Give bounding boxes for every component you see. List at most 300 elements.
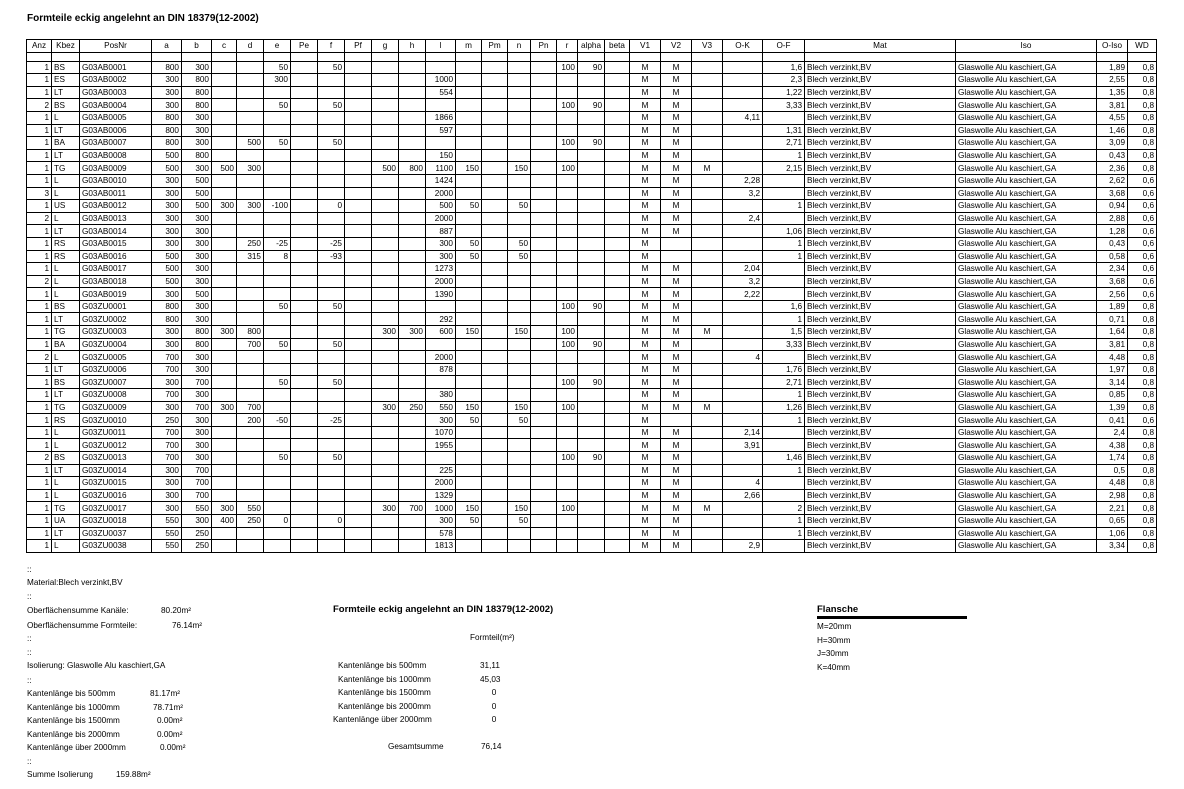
table-cell	[482, 326, 508, 339]
table-cell	[237, 111, 264, 124]
table-cell	[456, 86, 482, 99]
column-header: beta	[605, 40, 630, 53]
table-cell	[508, 300, 531, 313]
table-cell	[291, 174, 318, 187]
table-cell	[212, 124, 237, 137]
table-cell: 300	[182, 313, 212, 326]
table-cell: L	[52, 187, 80, 200]
table-cell: 0,8	[1128, 149, 1157, 162]
table-cell	[237, 288, 264, 301]
table-cell: BS	[52, 452, 80, 465]
table-cell: Blech verzinkt,BV	[805, 212, 956, 225]
table-cell: 0,8	[1128, 74, 1157, 87]
table-cell	[482, 540, 508, 553]
table-cell	[345, 275, 372, 288]
column-header: alpha	[578, 40, 605, 53]
table-cell: 0,8	[1128, 502, 1157, 515]
table-cell: M	[661, 300, 692, 313]
table-cell	[723, 502, 763, 515]
table-cell: 200	[237, 414, 264, 427]
table-cell	[345, 124, 372, 137]
table-cell: M	[661, 162, 692, 175]
table-cell: Blech verzinkt,BV	[805, 363, 956, 376]
table-cell: 550	[152, 527, 182, 540]
column-header: PosNr	[80, 40, 152, 53]
table-cell	[264, 225, 291, 238]
table-cell: 0,5	[1097, 464, 1128, 477]
table-cell	[531, 275, 557, 288]
table-cell: 4	[723, 477, 763, 490]
table-cell: Glaswolle Alu kaschiert,GA	[956, 200, 1097, 213]
table-cell: M	[661, 225, 692, 238]
table-cell: 1,28	[1097, 225, 1128, 238]
table-row	[27, 426, 1157, 439]
table-cell	[318, 275, 345, 288]
table-cell: Glaswolle Alu kaschiert,GA	[956, 540, 1097, 553]
table-cell	[237, 376, 264, 389]
table-cell: G03ZU0018	[80, 514, 152, 527]
table-cell: 0,43	[1097, 149, 1128, 162]
table-cell: 800	[152, 124, 182, 137]
table-cell: 0,8	[1128, 111, 1157, 124]
table-cell	[557, 212, 578, 225]
table-row	[27, 363, 1157, 376]
table-cell	[508, 527, 531, 540]
table-cell	[399, 250, 426, 263]
table-cell: 500	[372, 162, 399, 175]
table-cell	[605, 514, 630, 527]
table-cell	[456, 540, 482, 553]
table-cell	[237, 212, 264, 225]
table-cell	[578, 149, 605, 162]
table-cell	[692, 351, 723, 364]
table-cell	[692, 250, 723, 263]
table-cell	[456, 389, 482, 402]
table-cell	[264, 162, 291, 175]
table-cell: 300	[152, 187, 182, 200]
table-cell: 50	[264, 137, 291, 150]
kante-2000-label: Kantenlänge bis 2000mm	[27, 730, 120, 739]
table-cell	[399, 439, 426, 452]
table-cell	[426, 300, 456, 313]
table-cell	[237, 300, 264, 313]
table-cell: 250	[237, 514, 264, 527]
table-cell: 0	[264, 514, 291, 527]
table-cell: 50	[318, 61, 345, 74]
table-cell: 300	[152, 502, 182, 515]
separator: ::	[27, 648, 32, 657]
table-cell	[723, 225, 763, 238]
table-cell: 0,6	[1128, 237, 1157, 250]
table-cell: 1	[27, 489, 52, 502]
table-cell	[372, 174, 399, 187]
table-cell: 2,56	[1097, 288, 1128, 301]
table-cell: BS	[52, 61, 80, 74]
table-cell	[212, 137, 237, 150]
table-cell	[723, 124, 763, 137]
table-cell	[345, 162, 372, 175]
table-cell: 90	[578, 452, 605, 465]
table-cell	[291, 426, 318, 439]
table-cell	[557, 225, 578, 238]
ofl-formteile-value: 76.14m²	[172, 621, 203, 630]
table-cell: 150	[508, 502, 531, 515]
table-cell	[482, 74, 508, 87]
table-cell: 2	[27, 452, 52, 465]
table-cell: Blech verzinkt,BV	[805, 313, 956, 326]
table-cell: M	[630, 426, 661, 439]
table-cell	[531, 200, 557, 213]
table-cell	[723, 99, 763, 112]
table-cell	[264, 86, 291, 99]
table-cell	[723, 313, 763, 326]
table-cell: 100	[557, 61, 578, 74]
table-cell	[578, 275, 605, 288]
table-cell: 2	[27, 212, 52, 225]
table-cell: Glaswolle Alu kaschiert,GA	[956, 464, 1097, 477]
table-cell: 300	[212, 502, 237, 515]
table-cell	[345, 250, 372, 263]
table-cell	[531, 326, 557, 339]
table-cell: LT	[52, 363, 80, 376]
table-cell: 887	[426, 225, 456, 238]
table-cell: -50	[264, 414, 291, 427]
table-cell: M	[630, 414, 661, 427]
table-cell: BS	[52, 376, 80, 389]
table-cell	[578, 477, 605, 490]
table-cell	[237, 351, 264, 364]
table-cell	[482, 187, 508, 200]
table-cell	[399, 237, 426, 250]
table-cell	[372, 225, 399, 238]
table-cell: M	[661, 376, 692, 389]
table-cell	[237, 426, 264, 439]
table-cell: 1	[27, 376, 52, 389]
table-cell	[372, 452, 399, 465]
table-cell	[482, 439, 508, 452]
table-cell	[578, 514, 605, 527]
table-cell	[291, 527, 318, 540]
table-cell: G03ZU0008	[80, 389, 152, 402]
table-cell: L	[52, 111, 80, 124]
table-cell	[318, 401, 345, 414]
table-cell: 4,11	[723, 111, 763, 124]
table-cell	[264, 426, 291, 439]
table-cell	[456, 174, 482, 187]
table-cell	[692, 426, 723, 439]
table-cell	[723, 250, 763, 263]
table-cell: 300	[426, 414, 456, 427]
kante-ueber-2000-label: Kantenlänge über 2000mm	[27, 743, 126, 752]
table-cell	[723, 74, 763, 87]
table-cell	[291, 489, 318, 502]
table-cell	[318, 326, 345, 339]
table-cell: Glaswolle Alu kaschiert,GA	[956, 502, 1097, 515]
table-cell: 1	[27, 225, 52, 238]
table-cell	[372, 61, 399, 74]
table-cell: 0,43	[1097, 237, 1128, 250]
table-cell: Glaswolle Alu kaschiert,GA	[956, 376, 1097, 389]
column-header: Pm	[482, 40, 508, 53]
table-cell: L	[52, 275, 80, 288]
table-cell: Blech verzinkt,BV	[805, 61, 956, 74]
table-cell	[399, 351, 426, 364]
table-cell: 300	[182, 237, 212, 250]
table-cell	[531, 149, 557, 162]
table-cell: M	[630, 464, 661, 477]
table-cell: 3,34	[1097, 540, 1128, 553]
table-cell: L	[52, 263, 80, 276]
table-cell	[578, 414, 605, 427]
table-cell	[456, 124, 482, 137]
table-cell: M	[630, 137, 661, 150]
table-cell: Glaswolle Alu kaschiert,GA	[956, 300, 1097, 313]
table-cell: 4,38	[1097, 439, 1128, 452]
table-cell: 100	[557, 376, 578, 389]
column-header: O-Iso	[1097, 40, 1128, 53]
table-cell: M	[630, 452, 661, 465]
table-cell: 800	[182, 99, 212, 112]
table-cell: US	[52, 200, 80, 213]
table-cell: G03AB0012	[80, 200, 152, 213]
table-cell: 3,33	[763, 338, 805, 351]
column-header: Kbez	[52, 40, 80, 53]
table-cell: Blech verzinkt,BV	[805, 149, 956, 162]
table-cell	[291, 250, 318, 263]
table-cell	[723, 86, 763, 99]
table-cell	[508, 288, 531, 301]
table-cell	[372, 477, 399, 490]
table-cell	[508, 540, 531, 553]
table-cell: M	[692, 326, 723, 339]
table-cell: 150	[508, 162, 531, 175]
table-cell	[605, 477, 630, 490]
gesamtsumme-label: Gesamtsumme	[388, 742, 444, 751]
summe-isolierung-label: Summe Isolierung	[27, 770, 93, 779]
table-cell: Glaswolle Alu kaschiert,GA	[956, 489, 1097, 502]
table-cell	[345, 99, 372, 112]
table-cell	[372, 124, 399, 137]
table-cell	[264, 489, 291, 502]
column-header: V1	[630, 40, 661, 53]
table-cell	[264, 275, 291, 288]
table-cell	[482, 414, 508, 427]
table-cell: 2,71	[763, 137, 805, 150]
table-cell: Blech verzinkt,BV	[805, 124, 956, 137]
table-cell	[291, 111, 318, 124]
table-cell: Glaswolle Alu kaschiert,GA	[956, 86, 1097, 99]
table-cell	[212, 174, 237, 187]
table-cell	[318, 477, 345, 490]
table-cell	[508, 225, 531, 238]
table-cell	[605, 338, 630, 351]
table-cell	[291, 200, 318, 213]
table-cell: M	[630, 439, 661, 452]
table-cell: Blech verzinkt,BV	[805, 263, 956, 276]
table-row	[27, 527, 1157, 540]
table-cell: 2000	[426, 477, 456, 490]
table-cell	[692, 288, 723, 301]
table-cell	[456, 477, 482, 490]
table-cell: 300	[182, 439, 212, 452]
table-cell: 0,85	[1097, 389, 1128, 402]
table-cell	[212, 464, 237, 477]
table-cell: BA	[52, 137, 80, 150]
table-cell	[345, 527, 372, 540]
table-cell	[399, 300, 426, 313]
table-cell: 2,28	[723, 174, 763, 187]
table-cell	[237, 489, 264, 502]
table-cell	[291, 74, 318, 87]
table-cell	[692, 439, 723, 452]
table-cell: 2,9	[723, 540, 763, 553]
table-cell: TG	[52, 401, 80, 414]
flansche-title: Flansche	[817, 604, 859, 615]
table-cell	[578, 187, 605, 200]
table-cell	[557, 149, 578, 162]
table-cell: 1	[27, 124, 52, 137]
table-cell	[692, 61, 723, 74]
table-cell	[372, 464, 399, 477]
table-cell: Glaswolle Alu kaschiert,GA	[956, 250, 1097, 263]
flansche-item: M=20mm	[817, 622, 852, 631]
table-cell	[318, 464, 345, 477]
table-cell	[508, 212, 531, 225]
table-cell	[456, 61, 482, 74]
column-header: f	[318, 40, 345, 53]
table-cell: 0	[318, 200, 345, 213]
table-cell	[557, 74, 578, 87]
kante-1500-label: Kantenlänge bis 1500mm	[27, 716, 120, 725]
table-cell: 800	[237, 326, 264, 339]
table-cell	[318, 74, 345, 87]
table-cell	[723, 376, 763, 389]
table-cell	[212, 313, 237, 326]
table-cell	[372, 376, 399, 389]
table-cell	[531, 401, 557, 414]
table-cell: 1	[27, 477, 52, 490]
table-cell: 300	[426, 514, 456, 527]
table-cell: M	[661, 502, 692, 515]
table-cell: 100	[557, 502, 578, 515]
table-cell	[508, 351, 531, 364]
table-cell	[763, 187, 805, 200]
table-cell	[237, 187, 264, 200]
table-cell: G03AB0007	[80, 137, 152, 150]
table-cell	[264, 401, 291, 414]
table-cell: G03ZU0010	[80, 414, 152, 427]
table-cell	[426, 99, 456, 112]
table-cell	[531, 187, 557, 200]
table-cell: Glaswolle Alu kaschiert,GA	[956, 149, 1097, 162]
separator: ::	[27, 634, 32, 643]
table-cell: 1	[27, 86, 52, 99]
table-cell	[345, 212, 372, 225]
table-cell: 0,6	[1128, 414, 1157, 427]
table-cell	[531, 74, 557, 87]
table-cell	[605, 174, 630, 187]
table-row	[27, 275, 1157, 288]
table-cell: 1	[763, 237, 805, 250]
table-cell	[605, 313, 630, 326]
table-cell	[291, 61, 318, 74]
table-cell	[531, 124, 557, 137]
table-cell	[482, 111, 508, 124]
table-cell	[482, 376, 508, 389]
table-cell: 50	[264, 61, 291, 74]
table-cell: TG	[52, 326, 80, 339]
table-cell: BS	[52, 99, 80, 112]
table-cell	[426, 376, 456, 389]
table-cell	[212, 426, 237, 439]
table-cell: G03ZU0037	[80, 527, 152, 540]
table-cell	[482, 149, 508, 162]
table-cell	[557, 414, 578, 427]
table-cell	[318, 313, 345, 326]
table-cell	[237, 149, 264, 162]
table-cell: 700	[182, 401, 212, 414]
table-cell	[557, 477, 578, 490]
table-cell	[723, 162, 763, 175]
table-cell	[531, 338, 557, 351]
table-cell	[237, 225, 264, 238]
table-cell: 0,8	[1128, 439, 1157, 452]
table-cell	[345, 351, 372, 364]
table-cell: TG	[52, 162, 80, 175]
table-cell	[578, 174, 605, 187]
table-cell: 300	[182, 124, 212, 137]
table-cell	[605, 401, 630, 414]
table-cell	[372, 300, 399, 313]
table-cell: G03AB0001	[80, 61, 152, 74]
table-cell: G03AB0008	[80, 149, 152, 162]
table-cell: 550	[152, 540, 182, 553]
table-cell: M	[630, 149, 661, 162]
table-cell: RS	[52, 414, 80, 427]
table-cell	[531, 86, 557, 99]
isolierung-label: Isolierung: Glaswolle Alu kaschiert,GA	[27, 661, 166, 670]
table-cell: Glaswolle Alu kaschiert,GA	[956, 174, 1097, 187]
table-cell: 1070	[426, 426, 456, 439]
table-cell: Glaswolle Alu kaschiert,GA	[956, 225, 1097, 238]
table-cell: 50	[264, 452, 291, 465]
table-cell: 1273	[426, 263, 456, 276]
table-cell: 100	[557, 452, 578, 465]
table-cell	[456, 149, 482, 162]
table-cell: 1,35	[1097, 86, 1128, 99]
table-cell	[399, 540, 426, 553]
table-cell	[557, 351, 578, 364]
table-cell	[291, 439, 318, 452]
table-cell	[578, 351, 605, 364]
table-cell: M	[661, 426, 692, 439]
table-cell: Blech verzinkt,BV	[805, 200, 956, 213]
table-cell: 0,6	[1128, 225, 1157, 238]
table-cell: 300	[426, 250, 456, 263]
table-cell: 50	[508, 250, 531, 263]
table-cell	[763, 288, 805, 301]
table-cell	[723, 414, 763, 427]
table-cell	[399, 86, 426, 99]
table-cell: 1	[27, 288, 52, 301]
table-cell	[212, 540, 237, 553]
table-cell	[723, 149, 763, 162]
table-cell	[605, 326, 630, 339]
table-cell	[557, 527, 578, 540]
table-cell: 1	[27, 313, 52, 326]
table-row	[27, 464, 1157, 477]
table-cell: LT	[52, 124, 80, 137]
